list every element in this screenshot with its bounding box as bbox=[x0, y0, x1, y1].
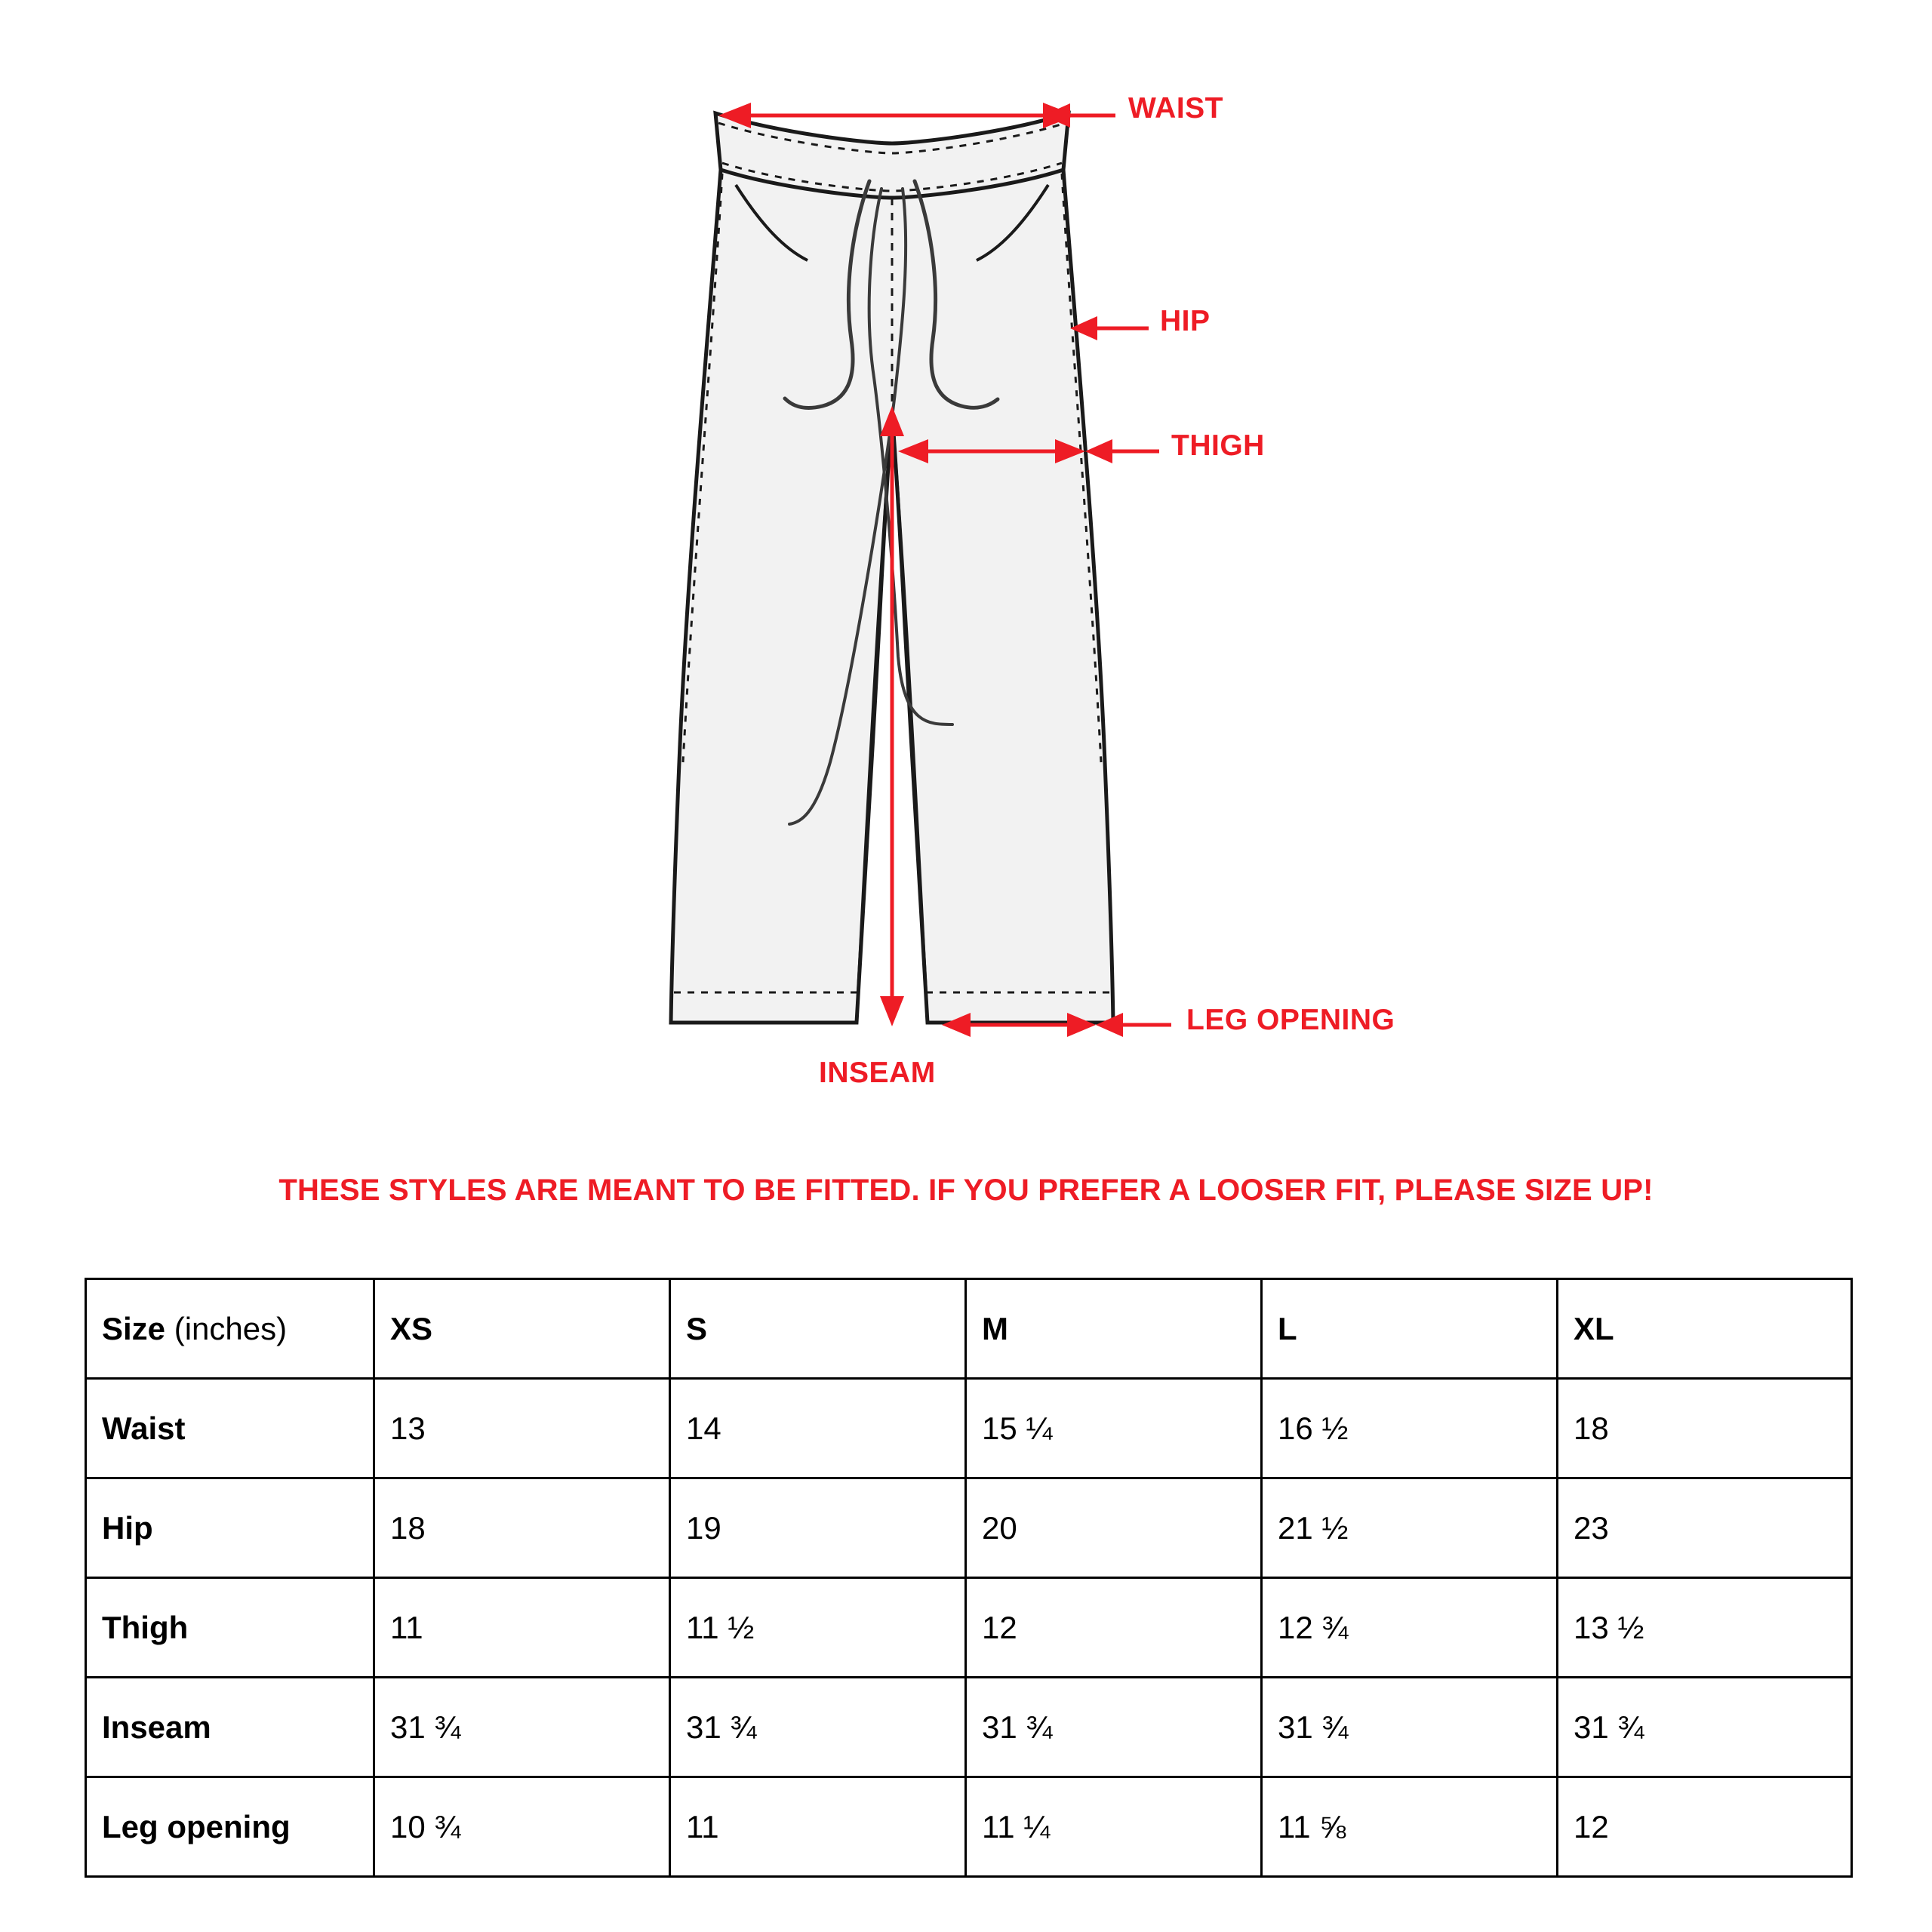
cell-hip-xl: 23 bbox=[1558, 1478, 1852, 1578]
cell-hip-l: 21 ½ bbox=[1262, 1478, 1558, 1578]
row-header-leg-opening: Leg opening bbox=[86, 1777, 374, 1877]
cell-waist-xs: 13 bbox=[374, 1379, 670, 1478]
cell-leg-opening-xl: 12 bbox=[1558, 1777, 1852, 1877]
size-table bbox=[85, 1278, 1853, 1878]
cell-thigh-xs: 11 bbox=[374, 1578, 670, 1678]
cell-leg-opening-xs: 10 ¾ bbox=[374, 1777, 670, 1877]
size-chart bbox=[85, 1278, 1850, 1878]
row-header-inseam: Inseam bbox=[86, 1678, 374, 1777]
cell-leg-opening-l: 11 ⅝ bbox=[1262, 1777, 1558, 1877]
callout-label-hip: HIP bbox=[1160, 305, 1211, 337]
cell-hip-xs: 18 bbox=[374, 1478, 670, 1578]
table-row bbox=[86, 1578, 1852, 1678]
cell-thigh-m: 12 bbox=[966, 1578, 1262, 1678]
table-corner-unit: (inches) bbox=[165, 1310, 288, 1346]
table-header-row bbox=[86, 1279, 1852, 1379]
cell-waist-m: 15 ¼ bbox=[966, 1379, 1262, 1478]
cell-waist-l: 16 ½ bbox=[1262, 1379, 1558, 1478]
column-header-xs: XS bbox=[374, 1279, 670, 1379]
cell-hip-s: 19 bbox=[670, 1478, 966, 1578]
cell-inseam-xl: 31 ¾ bbox=[1558, 1678, 1852, 1777]
column-header-xl: XL bbox=[1558, 1279, 1852, 1379]
cell-hip-m: 20 bbox=[966, 1478, 1262, 1578]
cell-leg-opening-s: 11 bbox=[670, 1777, 966, 1877]
table-row bbox=[86, 1478, 1852, 1578]
column-header-m: M bbox=[966, 1279, 1262, 1379]
cell-waist-s: 14 bbox=[670, 1379, 966, 1478]
column-header-l: L bbox=[1262, 1279, 1558, 1379]
table-row bbox=[86, 1678, 1852, 1777]
fit-notice: THESE STYLES ARE MEANT TO BE FITTED. IF YOU PREFER A LOOSER FIT, PLEASE SIZE UP! bbox=[278, 1174, 1654, 1207]
cell-thigh-l: 12 ¾ bbox=[1262, 1578, 1558, 1678]
row-header-thigh: Thigh bbox=[86, 1578, 374, 1678]
cell-thigh-s: 11 ½ bbox=[670, 1578, 966, 1678]
callout-label-inseam: INSEAM bbox=[819, 1057, 936, 1089]
cell-leg-opening-m: 11 ¼ bbox=[966, 1777, 1262, 1877]
table-corner-label: Size bbox=[102, 1310, 166, 1346]
callout-label-waist: WAIST bbox=[1128, 92, 1223, 125]
callout-label-thigh: THIGH bbox=[1171, 429, 1265, 462]
cell-inseam-s: 31 ¾ bbox=[670, 1678, 966, 1777]
cell-inseam-m: 31 ¾ bbox=[966, 1678, 1262, 1777]
column-header-s: S bbox=[670, 1279, 966, 1379]
table-row bbox=[86, 1379, 1852, 1478]
cell-inseam-xs: 31 ¾ bbox=[374, 1678, 670, 1777]
cell-waist-xl: 18 bbox=[1558, 1379, 1852, 1478]
table-row bbox=[86, 1777, 1852, 1877]
cell-inseam-l: 31 ¾ bbox=[1262, 1678, 1558, 1777]
callout-label-leg-opening: LEG OPENING bbox=[1186, 1004, 1395, 1036]
cell-thigh-xl: 13 ½ bbox=[1558, 1578, 1852, 1678]
table-corner-cell bbox=[86, 1279, 374, 1379]
row-header-waist: Waist bbox=[86, 1379, 374, 1478]
row-header-hip: Hip bbox=[86, 1478, 374, 1578]
